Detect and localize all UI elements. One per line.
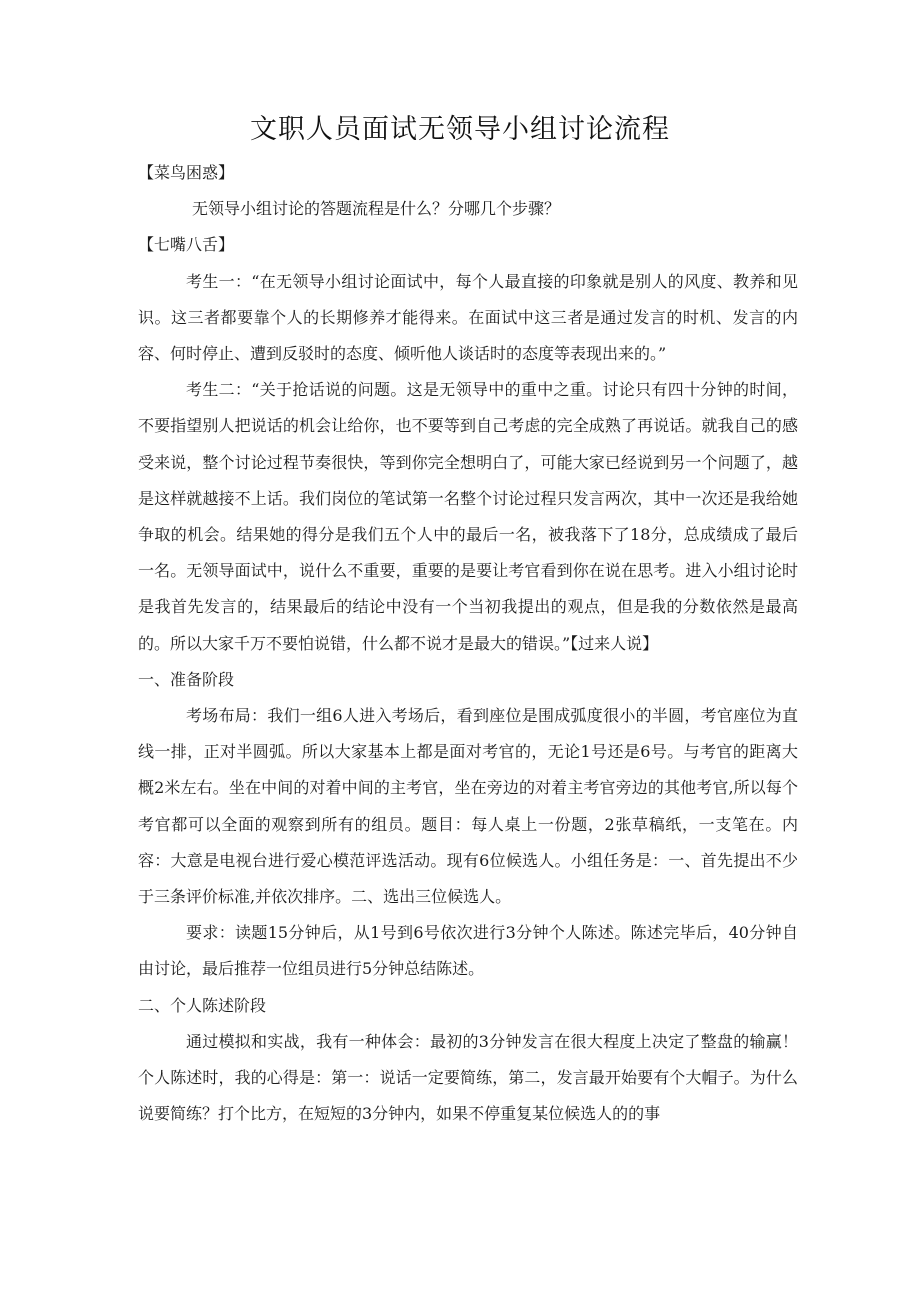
paragraph: 通过模拟和实战，我有一种体会：最初的3分钟发言在很大程度上决定了整盘的输赢！个人陈述时，我的心得是：第一：说话一定要简练，第二，发言最开始要有个大帽子。为什么说要简练？打个比方，在短短的3分钟内，如果不停重复某位候选人的的事 [138,1031,798,1124]
paragraph: 考场布局：我们一组6人进入考场后，看到座位是围成弧度很小的半圆，考官座位为直线一排，正对半圆弧。所以大家基本上都是面对考官的，无论1号还是6号。与考官的距离大概2米左右。坐在中间的对着中间的主考官，坐在旁边的对着主考官旁边的其他考官,所以每个考官都可以全面的观察到所有的组员。题目：每人桌上一份题，2张草稿纸，一支笔在。内容：大意是电视台进行爱心模范评选活动。现有6位候选人。小组任务是：一、首先提出不少于三条评价标准,并依次排序。二、选出三位候选人。 [138,706,798,907]
page-title: 文职人员面试无领导小组讨论流程 [250,114,670,145]
section-label: 【七嘴八舌】 [138,235,235,255]
paragraph: 考生二：“关于抢话说的问题。这是无领导中的重中之重。讨论只有四十分钟的时间，不要指望别人把说话的机会让给你，也不要等到自己考虑的完全成熟了再说话。就我自己的感受来说，整个讨论过程节奏很快，等到你完全想明白了，可能大家已经说到另一个问题了，越是这样就越接不上话。我们岗位的笔试第一名整个讨论过程只发言两次，其中一次还是我给她争取的机会。结果她的得分是我们五个人中的最后一名，被我落下了18分，总成绩成了最后一名。无领导面试中，说什么不重要，重要的是要让考官看到你在说在思考。进入小组讨论时是我首先发言的，结果最后的结论中没有一个当初我提出的观点，但是我的分数依然是最高的。所以大家千万不要怕说错，什么都不说才是最大的错误。”【过来人说】 [138,380,798,653]
section-label: 【菜鸟困惑】 [138,163,235,182]
paragraph: 无领导小组讨论的答题流程是什么？分哪几个步骤？ [192,199,561,219]
section-heading: 一、准备阶段 [138,669,235,689]
document-body [138,155,798,1132]
paragraph: 考生一：“在无领导小组讨论面试中，每个人最直接的印象就是别人的风度、教养和见识。这三者都要靠个人的长期修养才能得来。在面试中这三者是通过发言的时机、发言的内容、何时停止、遭到反驳时的态度、倾听他人谈话时的态度等表现出来的。” [138,271,798,364]
section-heading: 二、个人陈述阶段 [138,995,267,1015]
paragraph: 要求：读题15分钟后，从1号到6号依次进行3分钟个人陈述。陈述完毕后，40分钟自由讨论，最后推荐一位组员进行5分钟总结陈述。 [138,923,798,979]
